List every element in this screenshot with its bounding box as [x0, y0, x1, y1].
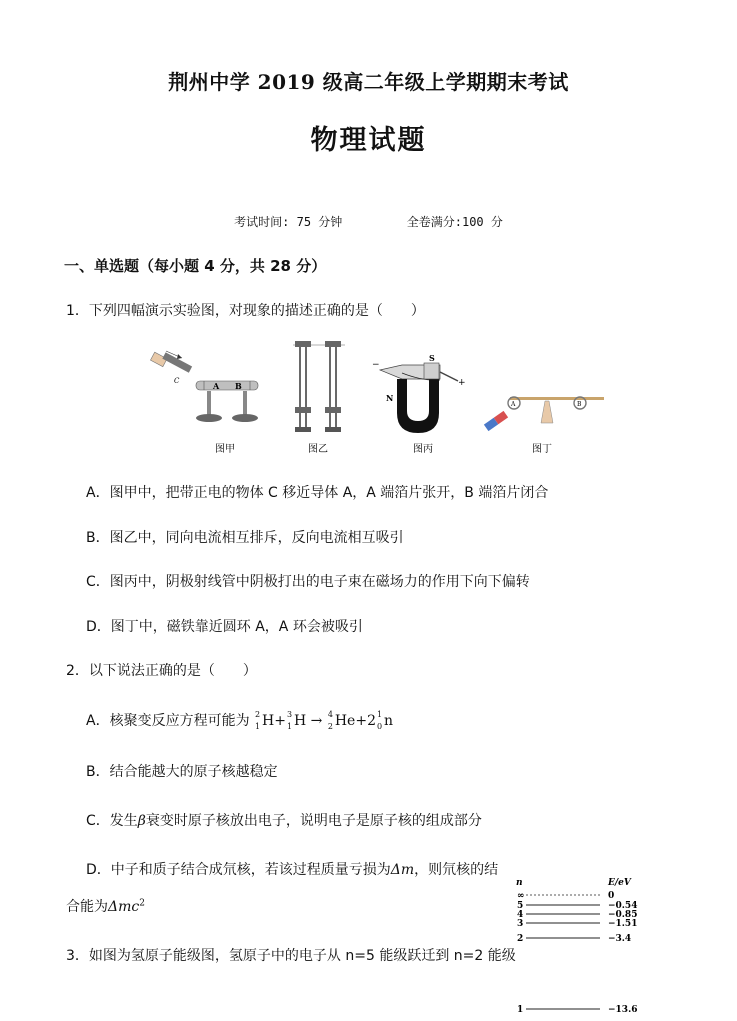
label-b-ding: B — [577, 401, 582, 408]
score-label: 全卷满分:100 分 — [406, 215, 503, 229]
label-s: S — [429, 353, 435, 363]
level-n-1: 1 — [517, 1005, 524, 1015]
label-a-ding: A — [511, 401, 516, 408]
question-1-stem: 1．下列四幅演示实验图，对现象的描述正确的是（ ） — [66, 303, 425, 319]
label-n: N — [386, 393, 394, 403]
level-e-3: −1.51 — [608, 919, 638, 929]
energy-diagram-n-label: n — [516, 878, 523, 888]
question-2-option-c: C．发生β衰变时原子核放出电子，说明电子是原子核的组成部分 — [86, 813, 482, 829]
subject-title: 物理试题 — [310, 125, 427, 156]
question-1-option-c: C．图丙中，阴极射线管中阴极打出的电子束在磁场力的作用下向下偏转 — [86, 574, 530, 590]
school-title: 荆州中学 2019 级高二年级上学期期末考试 — [168, 70, 569, 94]
exam-info — [0, 213, 737, 230]
label-plus: + — [458, 378, 466, 388]
time-value: 75 分钟 — [296, 215, 343, 229]
fusion-equation: 2 1 H+ 3 1 H → 4 2 He+2 1 0 n — [255, 710, 394, 731]
label-a: A — [213, 381, 220, 391]
level-e-5: −0.54 — [608, 901, 638, 911]
level-n-2: 2 — [517, 934, 524, 944]
question-2-option-b: B．结合能越大的原子核越稳定 — [86, 764, 278, 780]
question-2-stem: 2．以下说法正确的是（ ） — [66, 663, 257, 679]
label-c: C — [174, 377, 180, 385]
energy-diagram-e-label: E/eV — [608, 878, 631, 888]
figure-jia — [150, 351, 258, 455]
level-e-4: −0.85 — [608, 910, 638, 920]
caption-ding: 图丁 — [532, 444, 552, 455]
level-n-5: 5 — [517, 901, 524, 911]
question-2-option-a: A．核聚变反应方程可能为 2 1 H+ 3 1 H → 4 2 He+2 1 0 n — [86, 710, 394, 731]
question-2-option-d-line2: 合能为Δmc$^2$ — [66, 898, 145, 915]
energy-level-diagram — [512, 876, 662, 1016]
level-n-inf: ∞ — [517, 891, 525, 901]
caption-jia: 图甲 — [215, 444, 235, 455]
question-2-option-d-line1: D．中子和质子结合成氘核，若该过程质量亏损为Δm，则氘核的结 — [86, 862, 499, 878]
figure-ding — [484, 397, 604, 455]
label-minus: − — [372, 360, 380, 370]
level-e-inf: 0 — [608, 891, 615, 901]
question-3-stem: 3．如图为氢原子能级图，氢原子中的电子从 n=5 能级跃迁到 n=2 能级 — [66, 948, 516, 964]
time-label: 考试时间: — [234, 215, 290, 229]
question-1-figures — [140, 335, 610, 460]
level-n-4: 4 — [517, 910, 524, 920]
figure-yi — [293, 341, 345, 455]
caption-bing: 图丙 — [413, 444, 433, 455]
figure-bing — [372, 353, 466, 455]
question-1-option-b: B．图乙中，同向电流相互排斥，反向电流相互吸引 — [86, 530, 404, 546]
level-e-1: −13.6 — [608, 1005, 638, 1015]
level-n-3: 3 — [517, 919, 524, 929]
caption-yi: 图乙 — [308, 444, 328, 455]
section-title: 一、单选题（每小题 4 分，共 28 分） — [64, 257, 327, 275]
question-1-option-a: A．图甲中，把带正电的物体 C 移近导体 A，A 端箔片张开，B 端箔片闭合 — [86, 485, 549, 501]
level-e-2: −3.4 — [608, 934, 632, 944]
label-b-jia: B — [235, 381, 242, 391]
question-1-option-d: D．图丁中，磁铁靠近圆环 A，A 环会被吸引 — [86, 619, 363, 635]
